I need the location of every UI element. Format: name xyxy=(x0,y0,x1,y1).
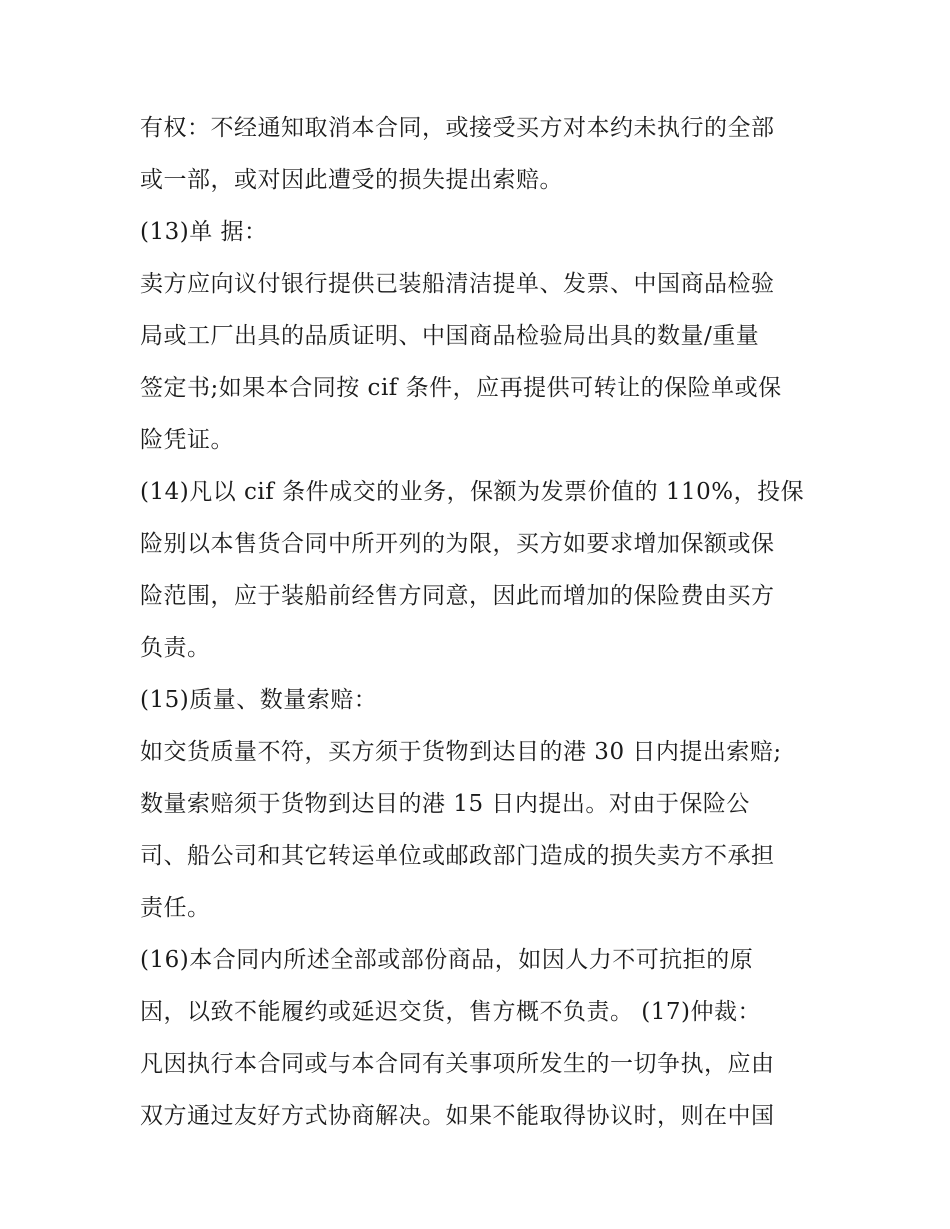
section-heading: (14)凡以 cif 条件成交的业务，保额为发票价值的 110%，投保 xyxy=(140,479,805,505)
text-line: 负责。 xyxy=(140,635,211,661)
text-line: 签定书;如果本合同按 cif 条件，应再提供可转让的保险单或保 xyxy=(140,375,782,401)
text-line: 险范围，应于装船前经售方同意，因此而增加的保险费由买方 xyxy=(140,583,775,609)
section-heading: (13)单 据： xyxy=(140,219,268,245)
text-line: 险凭证。 xyxy=(140,427,234,453)
text-line: 双方通过友好方式协商解决。如果不能取得协议时，则在中国 xyxy=(140,1103,775,1129)
text-line: 局或工厂出具的品质证明、中国商品检验局出具的数量/重量 xyxy=(140,323,760,349)
text-line: 如交货质量不符，买方须于货物到达目的港 30 日内提出索赔; xyxy=(140,739,782,765)
text-line: 有权：不经通知取消本合同，或接受买方对本约未执行的全部 xyxy=(140,115,775,141)
text-line: 因，以致不能履约或延迟交货，售方概不负责。 (17)仲裁： xyxy=(140,999,762,1025)
text-line: 或一部，或对因此遭受的损失提出索赔。 xyxy=(140,167,563,193)
text-line: 数量索赔须于货物到达目的港 15 日内提出。对由于保险公 xyxy=(140,791,750,817)
text-line: 司、船公司和其它转运单位或邮政部门造成的损失卖方不承担 xyxy=(140,843,775,869)
section-heading: (16)本合同内所述全部或部份商品，如因人力不可抗拒的原 xyxy=(140,947,754,973)
section-heading: (15)质量、数量索赔： xyxy=(140,687,378,713)
text-line: 责任。 xyxy=(140,895,211,921)
text-line: 卖方应向议付银行提供已装船清洁提单、发票、中国商品检验 xyxy=(140,271,775,297)
text-line: 凡因执行本合同或与本合同有关事项所发生的一切争执，应由 xyxy=(140,1051,775,1077)
text-line: 险别以本售货合同中所开列的为限，买方如要求增加保额或保 xyxy=(140,531,775,557)
